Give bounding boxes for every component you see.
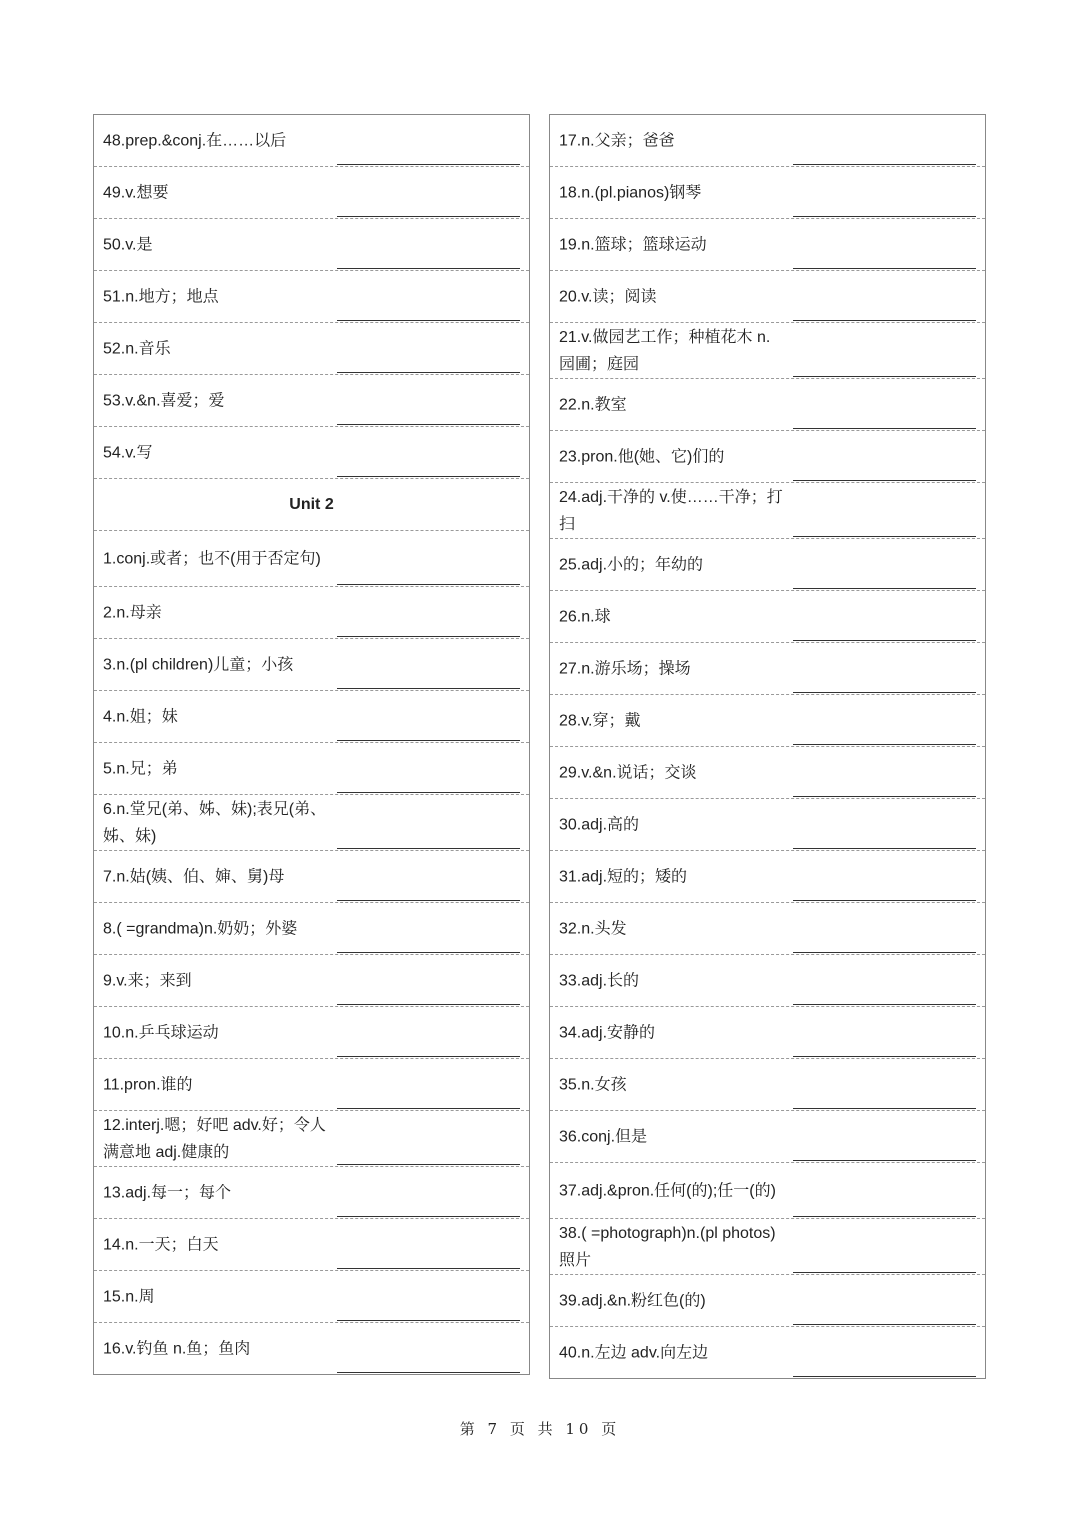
answer-blank[interactable]: [793, 848, 976, 849]
vocab-definition: 34.adj.安静的: [559, 1024, 656, 1041]
answer-blank[interactable]: [337, 216, 520, 217]
vocab-row: [550, 115, 985, 167]
vocab-row: [94, 323, 529, 375]
answer-blank[interactable]: [793, 480, 976, 481]
vocab-row: [94, 375, 529, 427]
vocab-definition: 51.n.地方；地点: [103, 288, 219, 305]
vocab-definition: 39.adj.&n.粉红色(的): [559, 1292, 706, 1309]
vocab-definition: 4.n.姐；妹: [103, 708, 178, 725]
vocab-definition: 25.adj.小的；年幼的: [559, 556, 704, 573]
vocab-row: [550, 643, 985, 695]
vocab-row: [94, 795, 529, 851]
vocab-row: [550, 1219, 985, 1275]
vocab-definition: 23.pron.他(她、它)们的: [559, 448, 725, 465]
vocab-row: [550, 1007, 985, 1059]
vocab-row: [550, 591, 985, 643]
vocab-definition: 27.n.游乐场；操场: [559, 660, 691, 677]
answer-blank[interactable]: [793, 1056, 976, 1057]
vocab-row: [94, 1323, 529, 1375]
vocab-row: [550, 955, 985, 1007]
vocab-definition: 1.conj.或者；也不(用于否定句): [103, 550, 321, 567]
answer-blank[interactable]: [793, 376, 976, 377]
vocab-row: [94, 1111, 529, 1167]
vocab-row: [94, 167, 529, 219]
vocab-definition: 7.n.姑(姨、伯、婶、舅)母: [103, 868, 285, 885]
answer-blank[interactable]: [793, 320, 976, 321]
answer-blank[interactable]: [337, 792, 520, 793]
vocab-row: [94, 115, 529, 167]
vocab-definition: 18.n.(pl.pianos)钢琴: [559, 184, 702, 201]
vocab-definition: 13.adj.每一；每个: [103, 1184, 232, 1201]
answer-blank[interactable]: [793, 428, 976, 429]
vocab-definition: 5.n.兄；弟: [103, 760, 178, 777]
answer-blank[interactable]: [793, 1108, 976, 1109]
answer-blank[interactable]: [793, 164, 976, 165]
answer-blank[interactable]: [793, 1272, 976, 1273]
vocab-row: [550, 1059, 985, 1111]
answer-blank[interactable]: [793, 692, 976, 693]
answer-blank[interactable]: [337, 584, 520, 585]
vocab-definition: 31.adj.短的；矮的: [559, 868, 688, 885]
vocab-definition: 28.v.穿；戴: [559, 712, 641, 729]
vocab-definition: 50.v.是: [103, 236, 153, 253]
vocab-row: [550, 851, 985, 903]
vocab-row: [550, 379, 985, 431]
vocab-definition: 32.n.头发: [559, 920, 627, 937]
answer-blank[interactable]: [337, 952, 520, 953]
vocab-definition: 22.n.教室: [559, 396, 627, 413]
answer-blank[interactable]: [337, 1004, 520, 1005]
vocab-row: [94, 531, 529, 587]
answer-blank[interactable]: [337, 740, 520, 741]
vocab-definition: 8.( =grandma)n.奶奶；外婆: [103, 920, 298, 937]
vocab-row: [94, 271, 529, 323]
vocab-definition: 38.( =photograph)n.(pl photos)照片: [559, 1224, 776, 1269]
unit-heading-row: [94, 479, 529, 531]
vocab-row: [550, 323, 985, 379]
vocab-definition: 19.n.篮球；篮球运动: [559, 236, 707, 253]
left-column: [93, 114, 530, 1375]
vocab-definition: 20.v.读；阅读: [559, 288, 657, 305]
vocab-row: [94, 1271, 529, 1323]
vocab-row: [94, 743, 529, 795]
answer-blank[interactable]: [337, 1108, 520, 1109]
answer-blank[interactable]: [793, 1376, 976, 1377]
vocab-row: [550, 747, 985, 799]
vocab-row: [550, 431, 985, 483]
answer-blank[interactable]: [793, 1004, 976, 1005]
answer-blank[interactable]: [337, 320, 520, 321]
answer-blank[interactable]: [337, 1320, 520, 1321]
answer-blank[interactable]: [793, 900, 976, 901]
answer-blank[interactable]: [337, 1056, 520, 1057]
vocab-row: [94, 639, 529, 691]
vocab-definition: 48.prep.&conj.在……以后: [103, 132, 287, 149]
answer-blank[interactable]: [337, 900, 520, 901]
answer-blank[interactable]: [337, 1372, 520, 1373]
answer-blank[interactable]: [337, 1164, 520, 1165]
vocab-row: [550, 695, 985, 747]
vocab-row: [94, 1219, 529, 1271]
unit-heading: Unit 2: [289, 495, 334, 513]
vocab-definition: 16.v.钓鱼 n.鱼；鱼肉: [103, 1340, 251, 1357]
vocab-definition: 30.adj.高的: [559, 816, 640, 833]
vocab-row: [550, 539, 985, 591]
vocab-definition: 14.n.一天；白天: [103, 1236, 219, 1253]
answer-blank[interactable]: [793, 588, 976, 589]
answer-blank[interactable]: [793, 268, 976, 269]
answer-blank[interactable]: [793, 216, 976, 217]
vocab-row: [94, 427, 529, 479]
vocab-definition: 26.n.球: [559, 608, 611, 625]
vocab-definition: 40.n.左边 adv.向左边: [559, 1344, 709, 1361]
answer-blank[interactable]: [793, 744, 976, 745]
vocab-definition: 17.n.父亲；爸爸: [559, 132, 675, 149]
answer-blank[interactable]: [793, 1216, 976, 1217]
vocab-definition: 24.adj.干净的 v.使……干净；打扫: [559, 488, 783, 533]
answer-blank[interactable]: [793, 952, 976, 953]
vocab-definition: 35.n.女孩: [559, 1076, 627, 1093]
vocab-definition: 21.v.做园艺工作；种植花木 n.园圃；庭园: [559, 328, 771, 373]
right-column: [549, 114, 986, 1379]
vocab-definition: 6.n.堂兄(弟、姊、妹);表兄(弟、姊、妹): [103, 800, 327, 845]
answer-blank[interactable]: [337, 1216, 520, 1217]
vocab-row: [94, 955, 529, 1007]
vocab-row: [550, 271, 985, 323]
page-footer: 第 7 页 共 10 页: [459, 1420, 621, 1438]
answer-blank[interactable]: [337, 476, 520, 477]
vocab-definition: 12.interj.嗯；好吧 adv.好；令人满意地 adj.健康的: [103, 1116, 326, 1161]
answer-blank[interactable]: [337, 164, 520, 165]
vocab-row: [550, 1327, 985, 1379]
vocab-row: [550, 167, 985, 219]
vocab-row: [94, 903, 529, 955]
vocab-row: [550, 799, 985, 851]
vocab-row: [94, 219, 529, 271]
answer-blank[interactable]: [793, 796, 976, 797]
vocab-definition: 37.adj.&pron.任何(的);任一(的): [559, 1182, 776, 1199]
vocab-definition: 29.v.&n.说话；交谈: [559, 764, 697, 781]
answer-blank[interactable]: [337, 1268, 520, 1269]
answer-blank[interactable]: [337, 424, 520, 425]
answer-blank[interactable]: [337, 688, 520, 689]
vocab-row: [94, 587, 529, 639]
vocab-definition: 10.n.乒乓球运动: [103, 1024, 219, 1041]
vocab-definition: 15.n.周: [103, 1288, 155, 1305]
vocab-definition: 53.v.&n.喜爱；爱: [103, 392, 225, 409]
vocab-row: [94, 1167, 529, 1219]
answer-blank[interactable]: [337, 848, 520, 849]
vocab-row: [550, 903, 985, 955]
vocab-definition: 33.adj.长的: [559, 972, 640, 989]
vocab-definition: 11.pron.谁的: [103, 1076, 193, 1093]
vocab-row: [550, 1163, 985, 1219]
vocab-row: [94, 1059, 529, 1111]
vocab-definition: 49.v.想要: [103, 184, 169, 201]
vocab-row: [550, 1111, 985, 1163]
vocab-row: [94, 1007, 529, 1059]
vocab-row: [550, 1275, 985, 1327]
vocab-row: [550, 483, 985, 539]
vocab-definition: 52.n.音乐: [103, 340, 171, 357]
answer-blank[interactable]: [337, 268, 520, 269]
answer-blank[interactable]: [793, 1324, 976, 1325]
vocab-row: [550, 219, 985, 271]
vocab-definition: 3.n.(pl children)儿童；小孩: [103, 656, 294, 673]
answer-blank[interactable]: [793, 536, 976, 537]
vocab-definition: 9.v.来；来到: [103, 972, 192, 989]
answer-blank[interactable]: [793, 1160, 976, 1161]
answer-blank[interactable]: [793, 640, 976, 641]
answer-blank[interactable]: [337, 372, 520, 373]
vocab-row: [94, 691, 529, 743]
vocab-definition: 54.v.写: [103, 444, 153, 461]
vocab-row: [94, 851, 529, 903]
vocab-definition: 2.n.母亲: [103, 604, 162, 621]
vocab-definition: 36.conj.但是: [559, 1128, 648, 1145]
answer-blank[interactable]: [337, 636, 520, 637]
